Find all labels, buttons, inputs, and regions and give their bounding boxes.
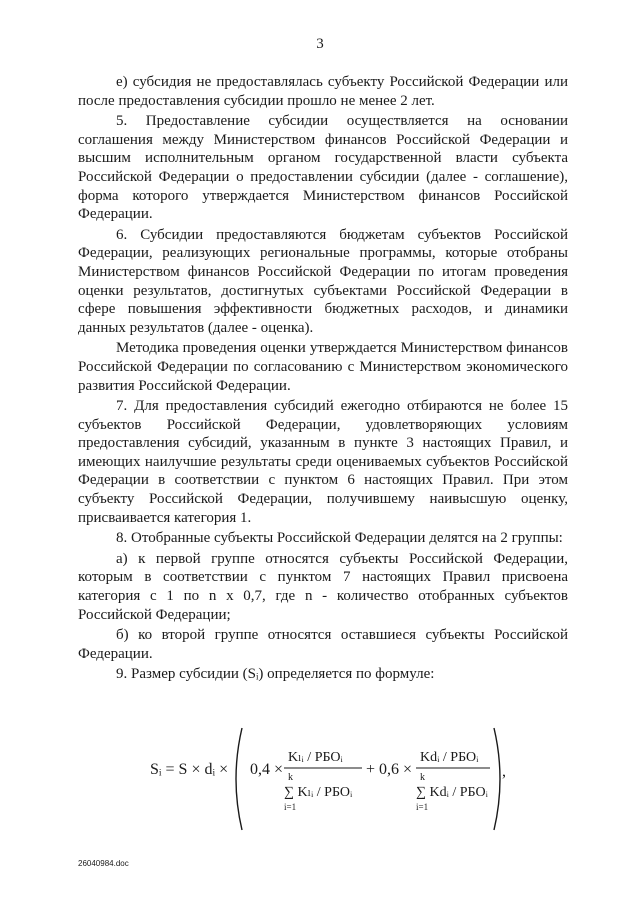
left-bracket	[236, 728, 242, 830]
fraction-1-sum-bottom: i=1	[284, 802, 297, 812]
fraction-1-denominator: ∑ Kₗᵢ / РБОᵢ	[284, 785, 353, 800]
paragraph-9: 9. Размер субсидии (Sᵢ) определяется по формуле:	[116, 666, 435, 683]
paragraph-6: 6. Субсидии предоставляются бюджетам субъектов Российской Федерации, реализующих региональные программы, которые отобраны Министерством финансов Российской Федерации по итогам проведения оценки результатов, достигнутых субъектами Российской Федерации в сфере повышения эффективности бюджетных расходов, и динамики данных результатов (далее - оценка).	[78, 226, 568, 336]
footer-filename: 26040984.doc	[78, 859, 129, 868]
paragraph-5: 5. Предоставление субсидии осуществляется на основании соглашения между Министерством финансов Российской Федерации и высшим исполнительным органом государственной власти субъекта Российской Федерации о предоставлении субсидии (далее - соглашение), форма которого утверждается Министерством финансов Российской Федерации.	[78, 113, 568, 223]
formula-coef-2: + 0,6 ×	[366, 761, 413, 778]
paragraph-8a: а) к первой группе относятся субъекты Российской Федерации, которым в соответствии с пунктом 7 настоящих Правил присвоена категория с 1 по n х 0,7, где n - количество отобранных субъектов Российской Федерации;	[78, 550, 568, 623]
formula-coef-1: 0,4 ×	[250, 761, 284, 778]
paragraph-method: Методика проведения оценки утверждается Министерством финансов Российской Федерации по согласованию с Министерством экономического развития Российской Федерации.	[78, 340, 568, 394]
page-number: 3	[316, 36, 324, 52]
paragraph-8b: б) ко второй группе относятся оставшиеся субъекты Российской Федерации.	[78, 627, 568, 662]
fraction-1-numerator: Kₗᵢ / РБОᵢ	[288, 750, 343, 765]
paragraph-e: е) субсидия не предоставлялась субъекту Российской Федерации или после предоставления субсидии прошло не менее 2 лет.	[78, 74, 568, 109]
subsidy-formula	[150, 724, 510, 834]
right-bracket	[494, 728, 500, 830]
formula-lhs: Sᵢ = S × dᵢ ×	[150, 761, 229, 778]
fraction-1-sum-top: k	[288, 772, 293, 783]
fraction-2-sum-bottom: i=1	[416, 802, 429, 812]
paragraph-8: 8. Отобранные субъекты Российской Федерации делятся на 2 группы:	[116, 530, 563, 547]
document-body	[78, 73, 568, 686]
formula-trailing: ,	[502, 763, 506, 780]
paragraph-7: 7. Для предоставления субсидий ежегодно отбираются не более 15 субъектов Российской Федерации, удовлетворяющих условиям предоставления субсидий, указанным в пункте 3 настоящих Правил, и имеющих наилучшие результаты среди оцениваемых субъектов Российской Федерации в соответствии с пунктом 6 настоящих Правил. При этом субъекту Российской Федерации, получившему наивысшую оценку, присваивается категория 1.	[78, 398, 568, 526]
fraction-2-denominator: ∑ Kdᵢ / РБОᵢ	[416, 785, 488, 800]
fraction-2-sum-top: k	[420, 772, 425, 783]
fraction-2-numerator: Kdᵢ / РБОᵢ	[420, 750, 479, 765]
